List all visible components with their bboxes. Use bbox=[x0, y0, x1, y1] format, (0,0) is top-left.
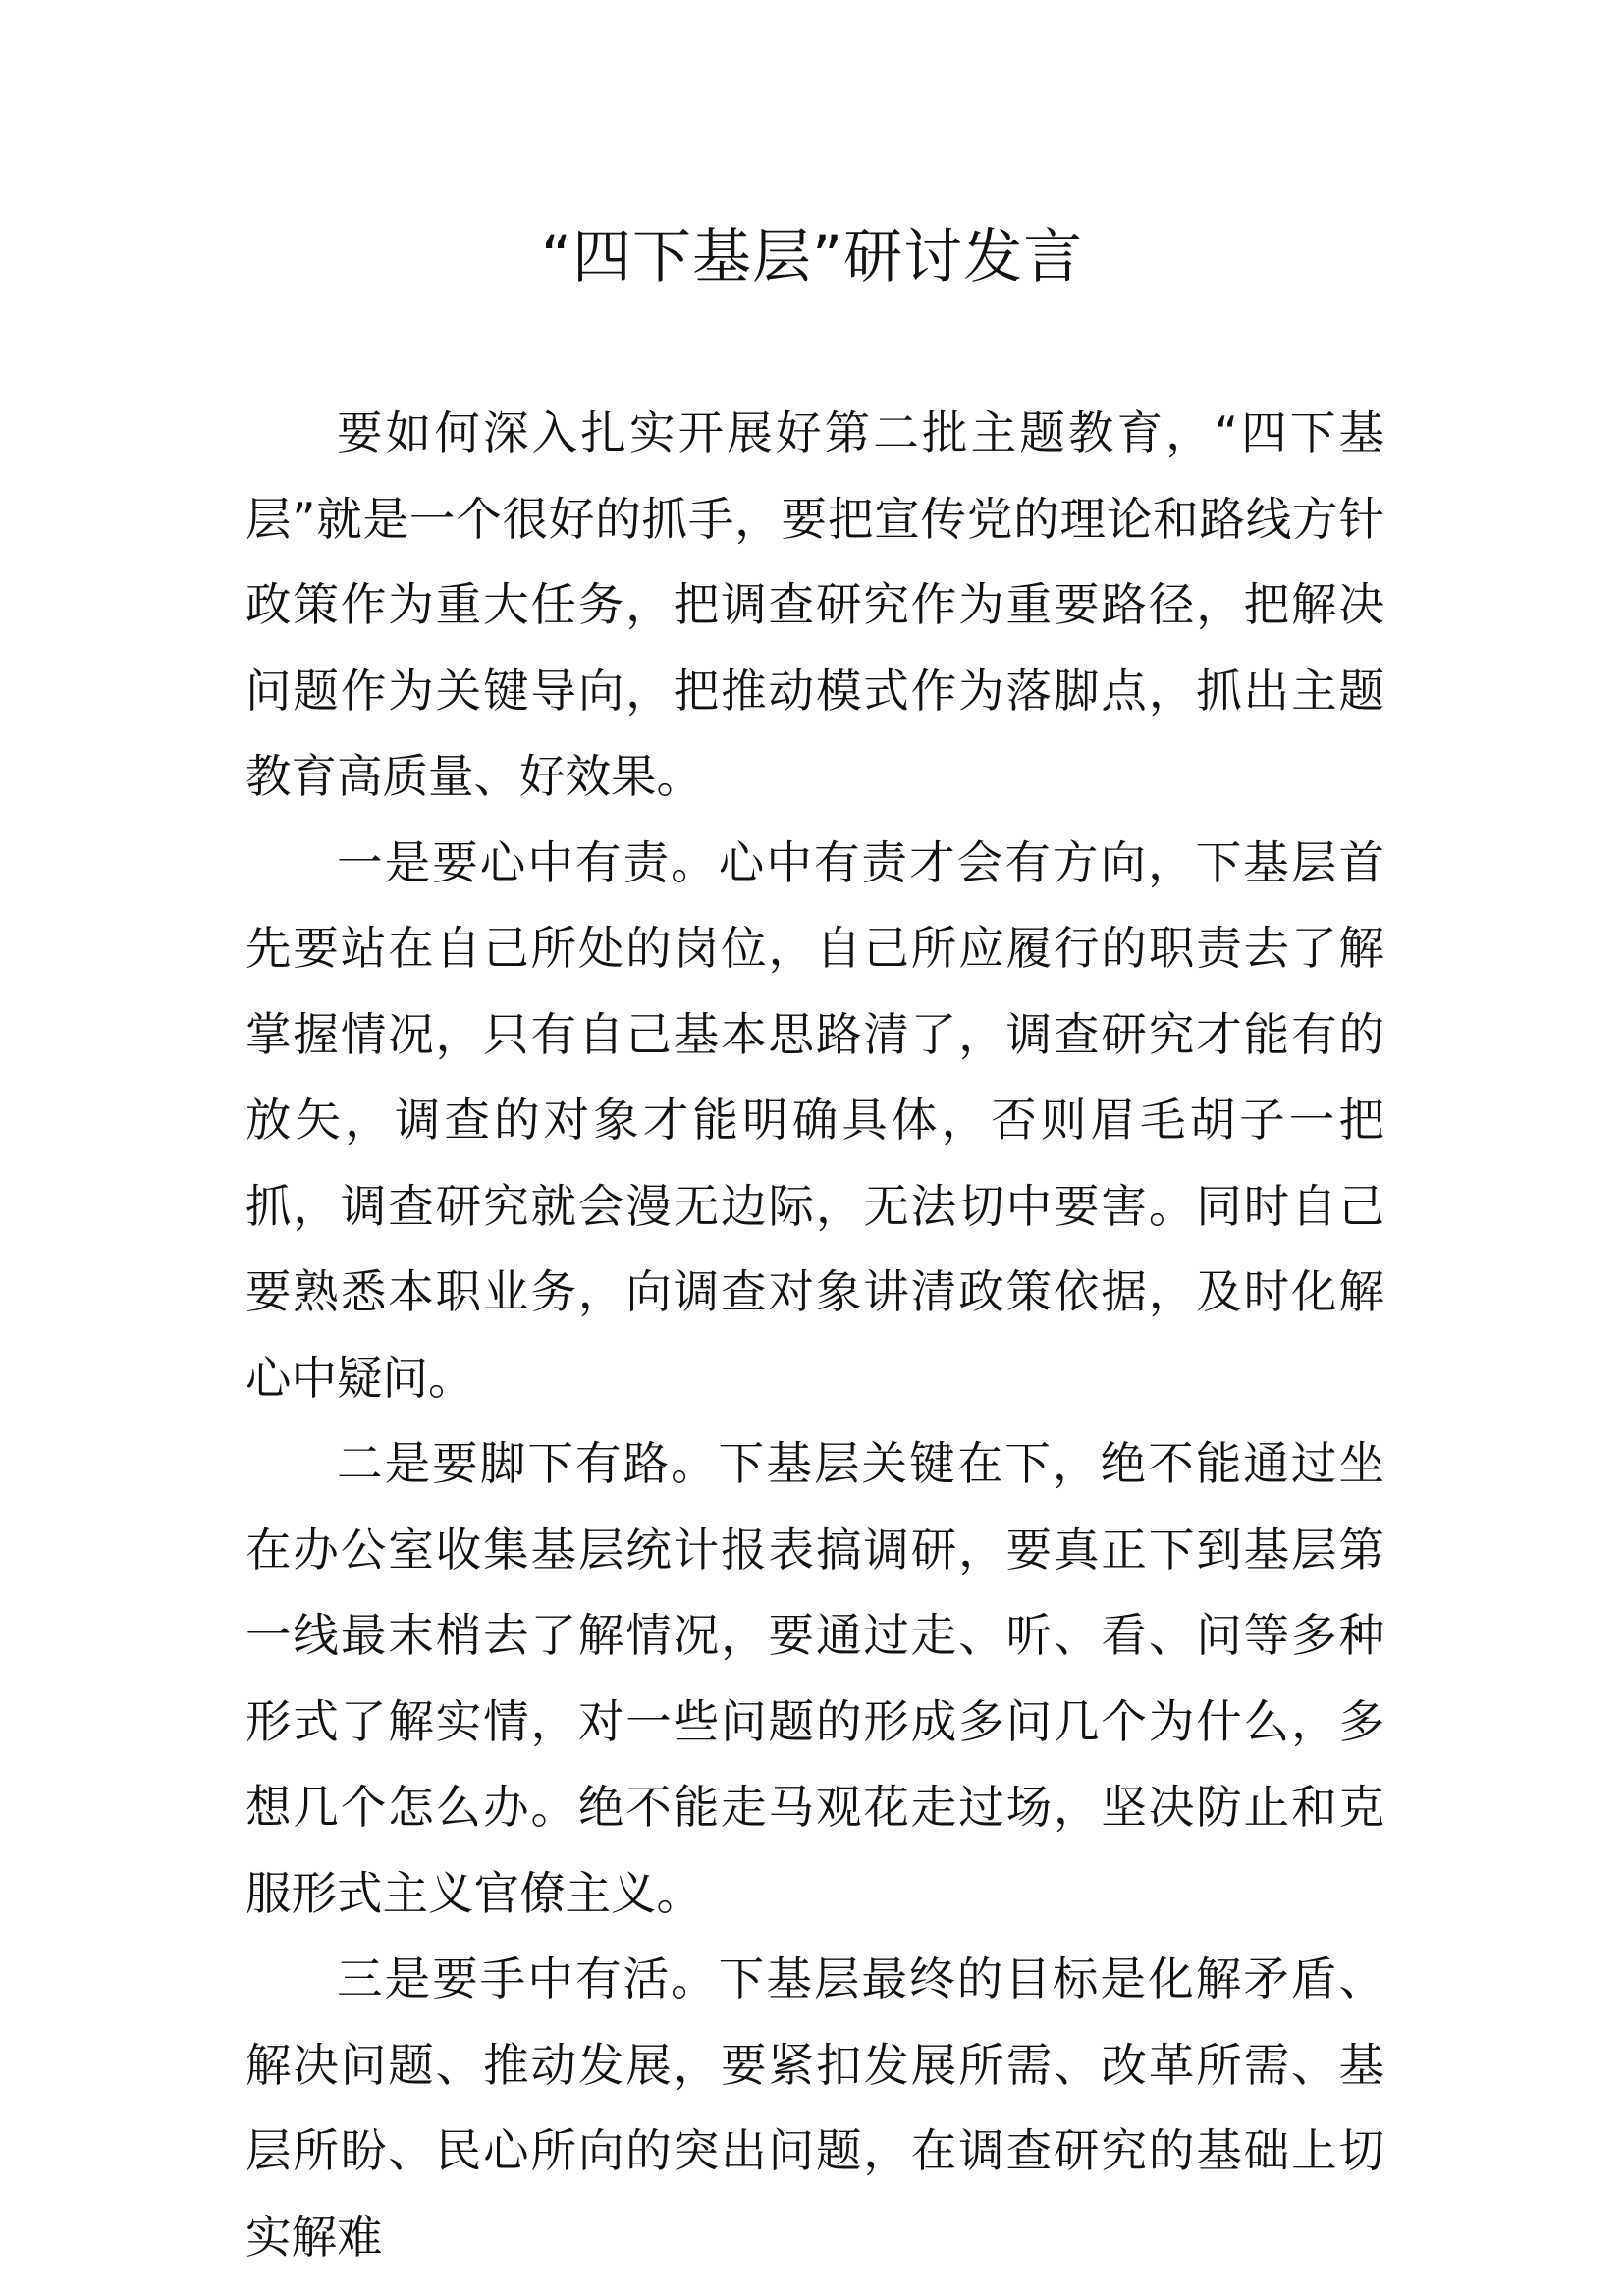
paragraph-point-two: 二是要脚下有路。下基层关键在下，绝不能通过坐在办公室收集基层统计报表搞调研，要真正下到基层第一线最末梢去了解情况，要通过走、听、看、问等多种形式了解实情，对一些问题的形成多问几个为什么，多想几个怎么办。绝不能走马观花走过场，坚决防止和克服形式主义官僚主义。 bbox=[245, 1437, 1384, 1920]
paragraph-intro: 要如何深入扎实开展好第二批主题教育，“四下基层”就是一个很好的抓手，要把宣传党的理论和路线方针政策作为重大任务，把调查研究作为重要路径，把解决问题作为关键导向，把推动模式作为落脚点，抓出主题教育高质量、好效果。 bbox=[245, 406, 1384, 803]
paragraph-point-three: 三是要手中有活。下基层最终的目标是化解矛盾、解决问题、推动发展，要紧扣发展所需、改革所需、基层所盼、民心所向的突出问题，在调查研究的基础上切实解难 bbox=[245, 1952, 1384, 2264]
paragraph-point-one: 一是要心中有责。心中有责才会有方向，下基层首先要站在自己所处的岗位，自己所应履行的职责去了解掌握情况，只有自己基本思路清了，调查研究才能有的放矢，调查的对象才能明确具体，否则眉毛胡子一把抓，调查研究就会漫无边际，无法切中要害。同时自己要熟悉本职业务，向调查对象讲清政策依据，及时化解心中疑问。 bbox=[245, 835, 1384, 1405]
document-body bbox=[245, 391, 1384, 2280]
document-title: “四下基层”研讨发言 bbox=[540, 223, 1084, 292]
